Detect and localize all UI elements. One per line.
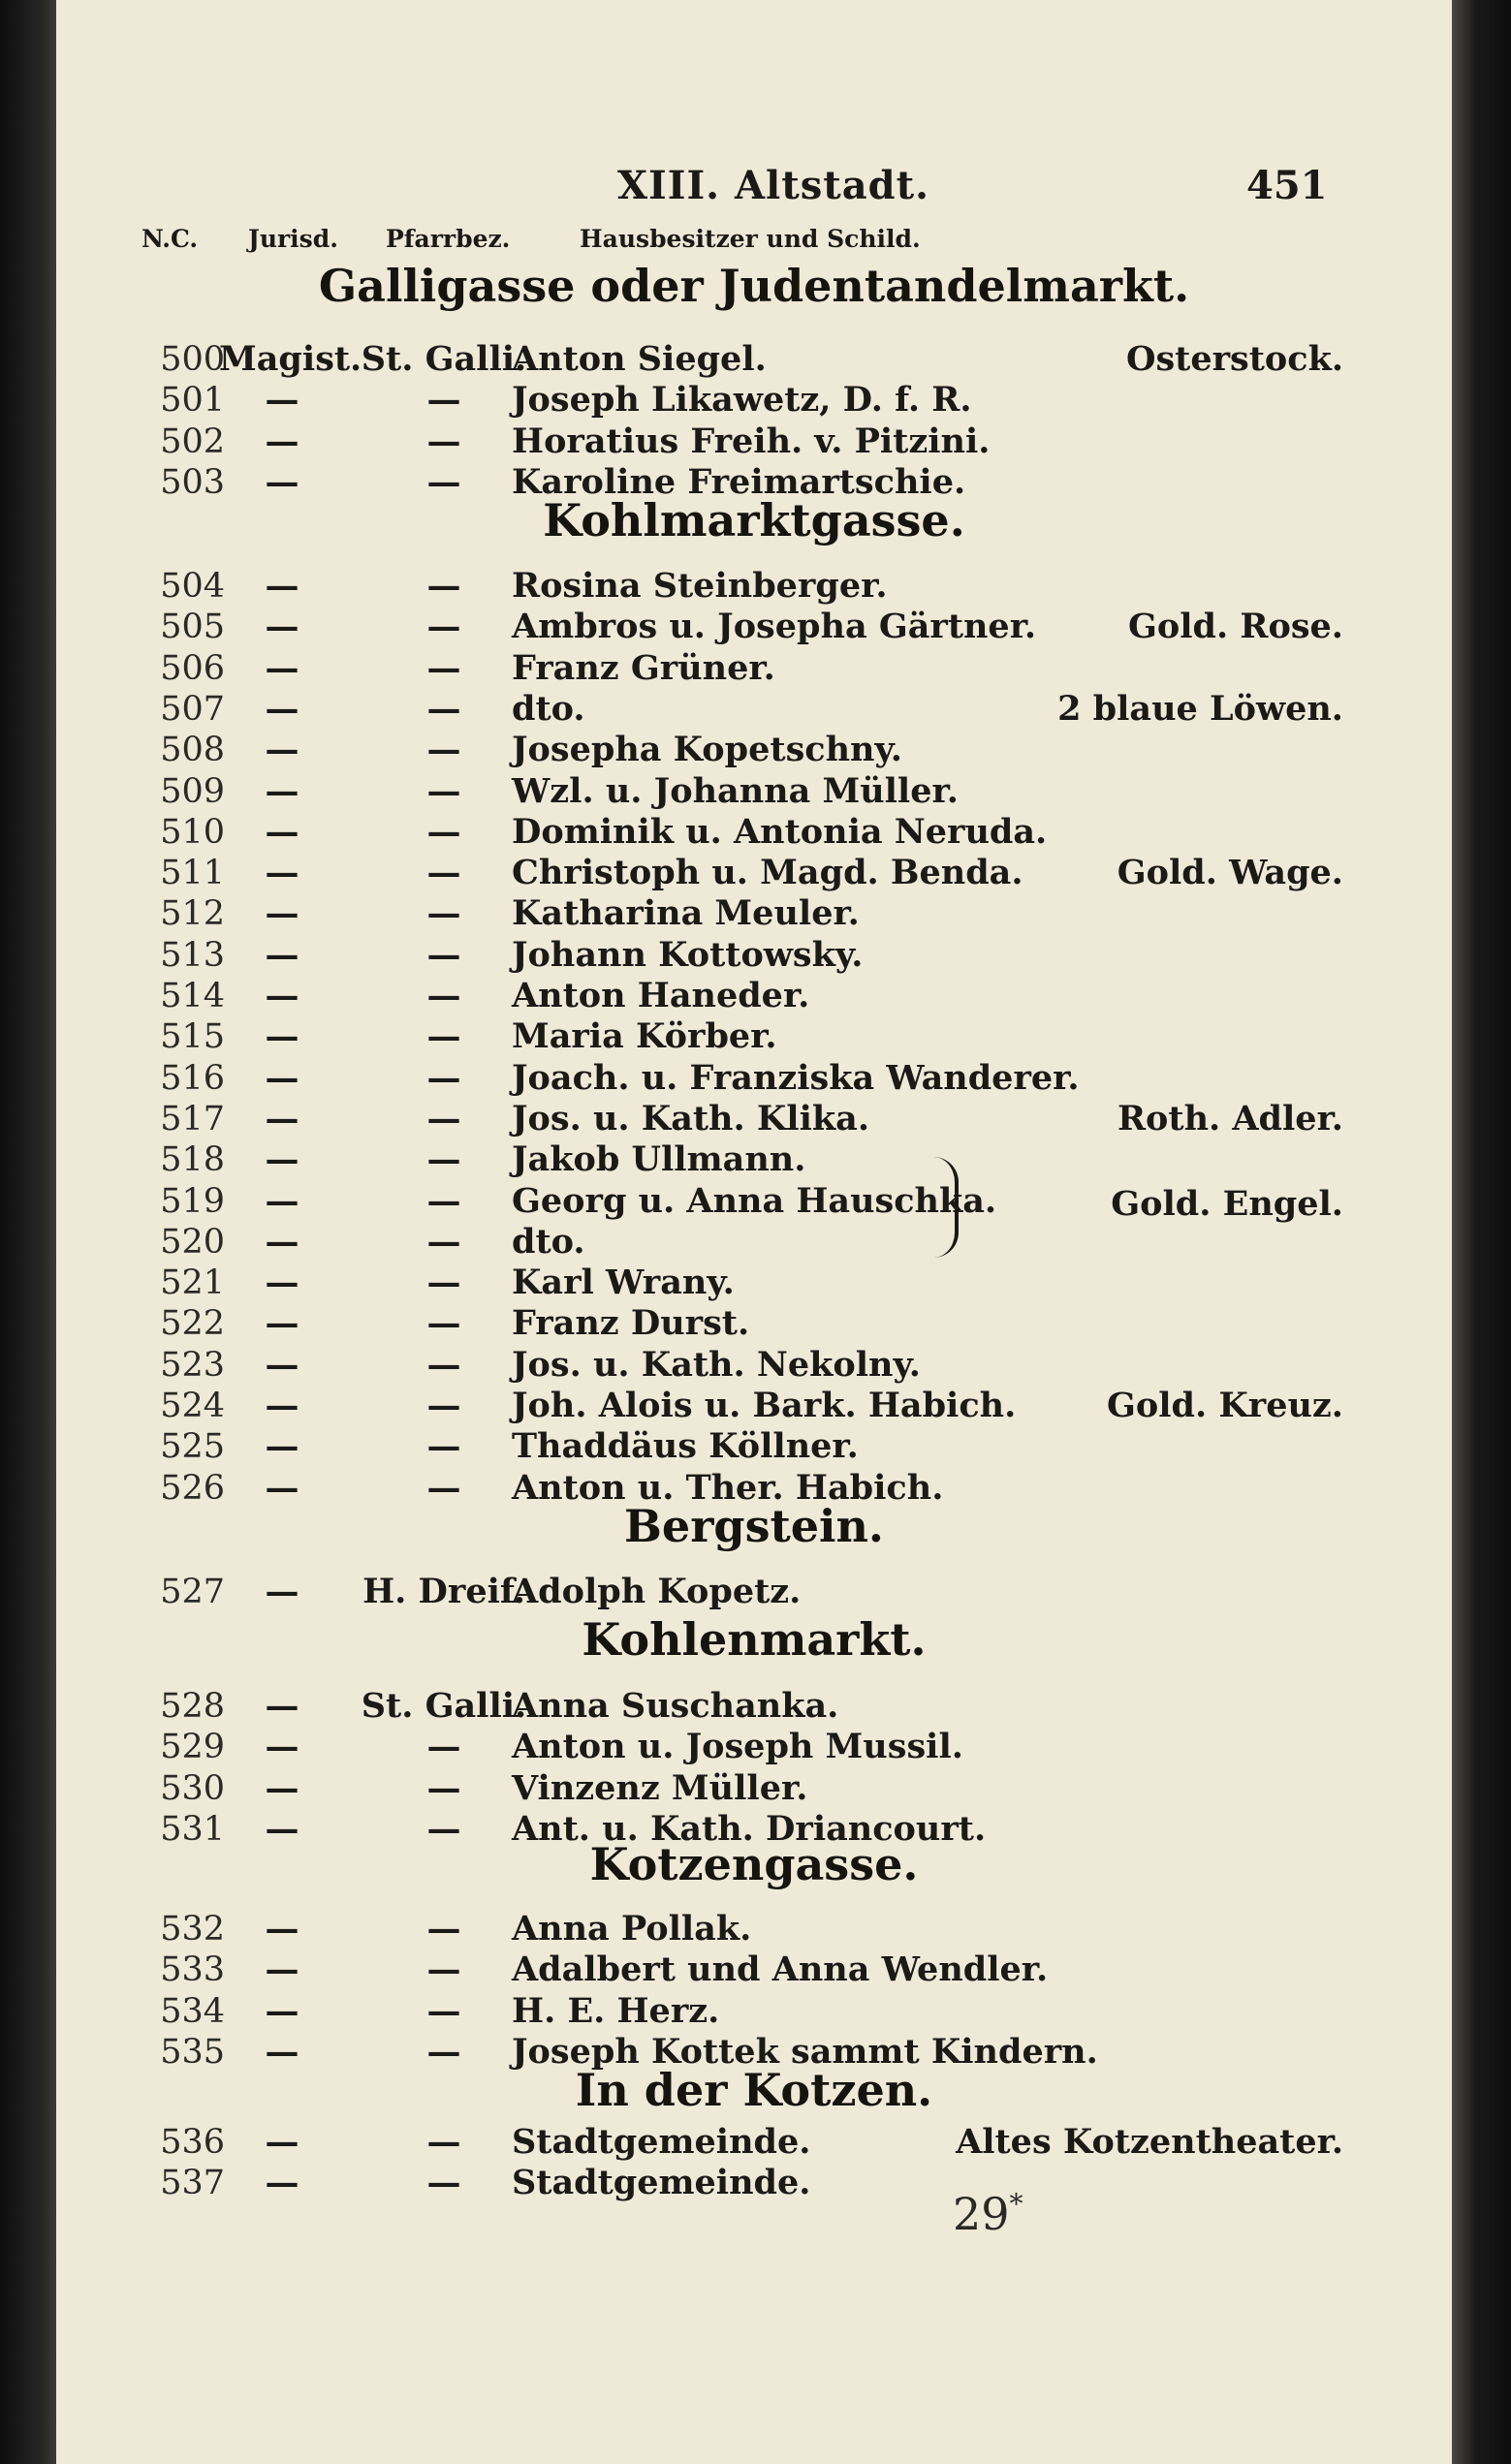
house-number: 514: [160, 977, 225, 1015]
jurisdiction-cell: —: [265, 1809, 299, 1849]
jurisdiction-cell: —: [265, 1991, 299, 2031]
table-row: [56, 689, 1452, 730]
house-number: 518: [160, 1140, 225, 1179]
parish-cell: —: [426, 1949, 461, 1989]
owner-cell: Anna Pollak.: [512, 1909, 752, 1949]
jurisdiction-cell: —: [265, 648, 299, 688]
parish-cell: —: [426, 1909, 461, 1949]
parish-cell: —: [426, 812, 461, 852]
house-number: 511: [160, 854, 225, 892]
owner-cell: Ant. u. Kath. Driancourt.: [512, 1809, 987, 1849]
house-sign-cell: Gold. Wage.: [1117, 853, 1343, 892]
brace-519-520: [933, 1157, 959, 1258]
jurisdiction-cell: Magist.: [219, 339, 362, 379]
jurisdiction-cell: —: [265, 2032, 299, 2072]
house-number: 528: [160, 1687, 225, 1726]
jurisdiction-cell: —: [265, 1303, 299, 1343]
house-number: 532: [160, 1910, 225, 1949]
book-page: [56, 0, 1452, 2464]
owner-cell: Adolph Kopetz.: [512, 1572, 802, 1611]
parish-cell: —: [426, 976, 461, 1015]
jurisdiction-cell: —: [265, 730, 299, 769]
parish-cell: —: [426, 2032, 461, 2072]
owner-cell: Thaddäus Köllner.: [512, 1426, 859, 1466]
owner-cell: Stadtgemeinde.: [512, 2163, 811, 2202]
jurisdiction-cell: —: [265, 771, 299, 811]
owner-cell: Maria Körber.: [512, 1016, 777, 1056]
parish-cell: —: [426, 2122, 461, 2162]
house-number: 536: [160, 2123, 225, 2162]
house-sign-cell: 2 blaue Löwen.: [1057, 689, 1343, 729]
col-header-parish: Pfarrbez.: [386, 225, 511, 253]
table-row: [56, 1572, 1452, 1612]
house-number: 500: [160, 340, 225, 379]
owner-cell: Joseph Kottek sammt Kindern.: [512, 2032, 1098, 2072]
table-row: [56, 648, 1452, 689]
house-number: 521: [160, 1263, 225, 1302]
jurisdiction-cell: —: [265, 1058, 299, 1098]
table-row: [56, 2163, 1452, 2203]
parish-cell: —: [426, 771, 461, 811]
jurisdiction-cell: —: [265, 2163, 299, 2202]
table-row: [56, 566, 1452, 607]
table-row: [56, 1768, 1452, 1809]
parish-cell: —: [426, 648, 461, 688]
parish-cell: St. Galli.: [361, 1686, 527, 1726]
parish-cell: —: [426, 380, 461, 420]
owner-cell: Anna Suschanka.: [512, 1686, 839, 1726]
parish-cell: —: [426, 1263, 461, 1302]
table-row: [56, 976, 1452, 1016]
jurisdiction-cell: —: [265, 689, 299, 729]
owner-cell: Joseph Likawetz, D. f. R.: [512, 380, 972, 420]
table-row: [56, 421, 1452, 462]
house-number: 529: [160, 1728, 225, 1766]
house-number: 527: [160, 1573, 225, 1611]
parish-cell: —: [426, 1991, 461, 2031]
jurisdiction-cell: —: [265, 812, 299, 852]
owner-cell: Adalbert und Anna Wendler.: [512, 1949, 1049, 1989]
owner-cell: Franz Grüner.: [512, 648, 775, 688]
parish-cell: St. Galli.: [361, 339, 527, 379]
house-number: 526: [160, 1469, 225, 1508]
parish-cell: —: [426, 1016, 461, 1056]
house-number: 517: [160, 1100, 225, 1138]
owner-cell: Jos. u. Kath. Klika.: [512, 1099, 870, 1138]
owner-cell: Horatius Freih. v. Pitzini.: [512, 421, 991, 461]
section-heading: Galligasse oder Judentandelmarkt.: [318, 260, 1190, 312]
house-number: 509: [160, 772, 225, 811]
house-number: 522: [160, 1304, 225, 1343]
house-number: 510: [160, 813, 225, 852]
house-number: 512: [160, 894, 225, 933]
jurisdiction-cell: —: [265, 607, 299, 646]
parish-cell: —: [426, 1222, 461, 1262]
owner-cell: Josepha Kopetschny.: [512, 730, 902, 769]
table-row: [56, 339, 1452, 380]
parish-cell: —: [426, 566, 461, 606]
owner-cell: Anton Haneder.: [512, 976, 810, 1015]
jurisdiction-cell: —: [265, 935, 299, 975]
table-row: [56, 1386, 1452, 1426]
house-number: 506: [160, 649, 225, 688]
parish-cell: —: [426, 421, 461, 461]
section-heading: Kotzengasse.: [589, 1838, 919, 1890]
owner-cell: Rosina Steinberger.: [512, 566, 888, 606]
owner-cell: Johann Kottowsky.: [512, 935, 864, 975]
parish-cell: —: [426, 893, 461, 933]
house-sign-cell: Roth. Adler.: [1117, 1099, 1343, 1138]
jurisdiction-cell: —: [265, 853, 299, 892]
house-number: 530: [160, 1769, 225, 1808]
table-row: [56, 812, 1452, 853]
jurisdiction-cell: —: [265, 1386, 299, 1425]
parish-cell: —: [426, 1727, 461, 1766]
house-sign-cell: Gold. Rose.: [1128, 607, 1343, 646]
table-row: [56, 1426, 1452, 1467]
jurisdiction-cell: —: [265, 1727, 299, 1766]
owner-cell: dto.: [512, 1222, 585, 1262]
house-number: 515: [160, 1017, 225, 1056]
jurisdiction-cell: —: [265, 1686, 299, 1726]
owner-cell: Anton u. Joseph Mussil.: [512, 1727, 963, 1766]
house-sign-cell: Osterstock.: [1125, 339, 1343, 379]
printer-signature-mark: [953, 2188, 1023, 2240]
parish-cell: —: [426, 462, 461, 502]
house-number: 503: [160, 463, 225, 502]
section-heading: Bergstein.: [624, 1500, 884, 1552]
jurisdiction-cell: —: [265, 2122, 299, 2162]
jurisdiction-cell: —: [265, 1426, 299, 1466]
table-row: [56, 1016, 1452, 1057]
col-header-owner-sign: Hausbesitzer und Schild.: [580, 225, 921, 253]
jurisdiction-cell: —: [265, 421, 299, 461]
table-row: [56, 1058, 1452, 1099]
table-row: [56, 771, 1452, 812]
house-number: 508: [160, 731, 225, 769]
owner-cell: Vinzenz Müller.: [512, 1768, 808, 1808]
house-number: 501: [160, 381, 225, 420]
section-heading: In der Kotzen.: [575, 2064, 933, 2116]
parish-cell: —: [426, 1768, 461, 1808]
running-header: [56, 163, 1452, 221]
col-header-number: N.C.: [142, 225, 199, 253]
page-edge-left: [0, 0, 56, 2464]
owner-cell: Christoph u. Magd. Benda.: [512, 853, 1023, 892]
jurisdiction-cell: —: [265, 1181, 299, 1221]
page-number: 451: [1246, 163, 1328, 208]
parish-cell: —: [426, 935, 461, 975]
parish-cell: —: [426, 689, 461, 729]
owner-cell: Karoline Freimartschie.: [512, 462, 966, 502]
jurisdiction-cell: —: [265, 1016, 299, 1056]
house-number: 519: [160, 1182, 225, 1221]
house-number: 520: [160, 1223, 225, 1262]
house-number: 516: [160, 1059, 225, 1098]
table-row: [56, 853, 1452, 893]
column-headers: [56, 225, 1452, 264]
table-row: [56, 1099, 1452, 1139]
house-number: 504: [160, 567, 225, 606]
parish-cell: —: [426, 730, 461, 769]
table-row: [56, 1263, 1452, 1303]
jurisdiction-cell: —: [265, 462, 299, 502]
table-row: [56, 380, 1452, 421]
table-row: [56, 1991, 1452, 2032]
owner-cell: Joach. u. Franziska Wanderer.: [512, 1058, 1080, 1098]
house-number: 531: [160, 1810, 225, 1849]
parish-cell: —: [426, 1468, 461, 1508]
parish-cell: —: [426, 1426, 461, 1466]
sign-519-520: Gold. Engel.: [1111, 1184, 1343, 1224]
owner-cell: Anton u. Ther. Habich.: [512, 1468, 944, 1508]
house-number: 505: [160, 608, 225, 646]
signature-number: 29: [953, 2188, 1010, 2240]
parish-cell: —: [426, 1809, 461, 1849]
table-row: [56, 607, 1452, 647]
house-number: 525: [160, 1427, 225, 1466]
owner-cell: Anton Siegel.: [512, 339, 767, 379]
owner-cell: Joh. Alois u. Bark. Habich.: [512, 1386, 1017, 1425]
signature-star: *: [1009, 2188, 1023, 2220]
section-heading: Kohlmarktgasse.: [543, 494, 965, 546]
parish-cell: —: [426, 1181, 461, 1221]
table-row: [56, 1139, 1452, 1180]
table-row: [56, 1949, 1452, 1990]
house-sign-cell: Gold. Kreuz.: [1106, 1386, 1343, 1425]
owner-cell: dto.: [512, 689, 585, 729]
table-row: [56, 893, 1452, 934]
jurisdiction-cell: —: [265, 1949, 299, 1989]
owner-cell: Georg u. Anna Hauschka.: [512, 1181, 997, 1221]
house-number: 535: [160, 2033, 225, 2072]
jurisdiction-cell: —: [265, 1345, 299, 1385]
parish-cell: H. Dreif.: [362, 1572, 525, 1611]
jurisdiction-cell: —: [265, 1263, 299, 1302]
jurisdiction-cell: —: [265, 1099, 299, 1138]
jurisdiction-cell: —: [265, 380, 299, 420]
jurisdiction-cell: —: [265, 1222, 299, 1262]
owner-cell: Stadtgemeinde.: [512, 2122, 811, 2162]
jurisdiction-cell: —: [265, 976, 299, 1015]
owner-cell: Ambros u. Josepha Gärtner.: [512, 607, 1037, 646]
jurisdiction-cell: —: [265, 893, 299, 933]
table-row: [56, 935, 1452, 976]
owner-cell: H. E. Herz.: [512, 1991, 720, 2031]
parish-cell: —: [426, 2163, 461, 2202]
col-header-jurisdiction: Jurisd.: [248, 225, 338, 253]
table-row: [56, 2122, 1452, 2163]
house-sign-cell: Altes Kotzentheater.: [956, 2122, 1343, 2162]
owner-cell: Jakob Ullmann.: [512, 1139, 806, 1179]
table-row: [56, 1303, 1452, 1344]
parish-cell: —: [426, 853, 461, 892]
house-number: 533: [160, 1950, 225, 1989]
owner-cell: Katharina Meuler.: [512, 893, 860, 933]
owner-cell: Karl Wrany.: [512, 1263, 735, 1302]
jurisdiction-cell: —: [265, 1139, 299, 1179]
house-number: 534: [160, 1992, 225, 2031]
owner-cell: Wzl. u. Johanna Müller.: [512, 771, 959, 811]
house-number: 523: [160, 1346, 225, 1385]
parish-cell: —: [426, 1099, 461, 1138]
table-row: [56, 730, 1452, 770]
house-number: 502: [160, 422, 225, 461]
jurisdiction-cell: —: [265, 566, 299, 606]
house-number: 507: [160, 690, 225, 729]
table-row: [56, 1345, 1452, 1386]
table-row: [56, 1909, 1452, 1949]
jurisdiction-cell: —: [265, 1572, 299, 1611]
house-number: 513: [160, 936, 225, 975]
house-number: 537: [160, 2164, 225, 2202]
parish-cell: —: [426, 1386, 461, 1425]
table-row: [56, 1727, 1452, 1767]
parish-cell: —: [426, 1303, 461, 1343]
parish-cell: —: [426, 1139, 461, 1179]
table-row: [56, 1686, 1452, 1727]
page-edge-right: [1452, 0, 1511, 2464]
house-number: 524: [160, 1387, 225, 1425]
table-row: [56, 1222, 1452, 1263]
owner-cell: Jos. u. Kath. Nekolny.: [512, 1345, 921, 1385]
jurisdiction-cell: —: [265, 1468, 299, 1508]
parish-cell: —: [426, 1345, 461, 1385]
parish-cell: —: [426, 1058, 461, 1098]
running-title: XIII. Altstadt.: [616, 163, 929, 208]
section-heading: Kohlenmarkt.: [582, 1613, 927, 1666]
owner-cell: Dominik u. Antonia Neruda.: [512, 812, 1048, 852]
jurisdiction-cell: —: [265, 1909, 299, 1949]
owner-cell: Franz Durst.: [512, 1303, 750, 1343]
jurisdiction-cell: —: [265, 1768, 299, 1808]
parish-cell: —: [426, 607, 461, 646]
